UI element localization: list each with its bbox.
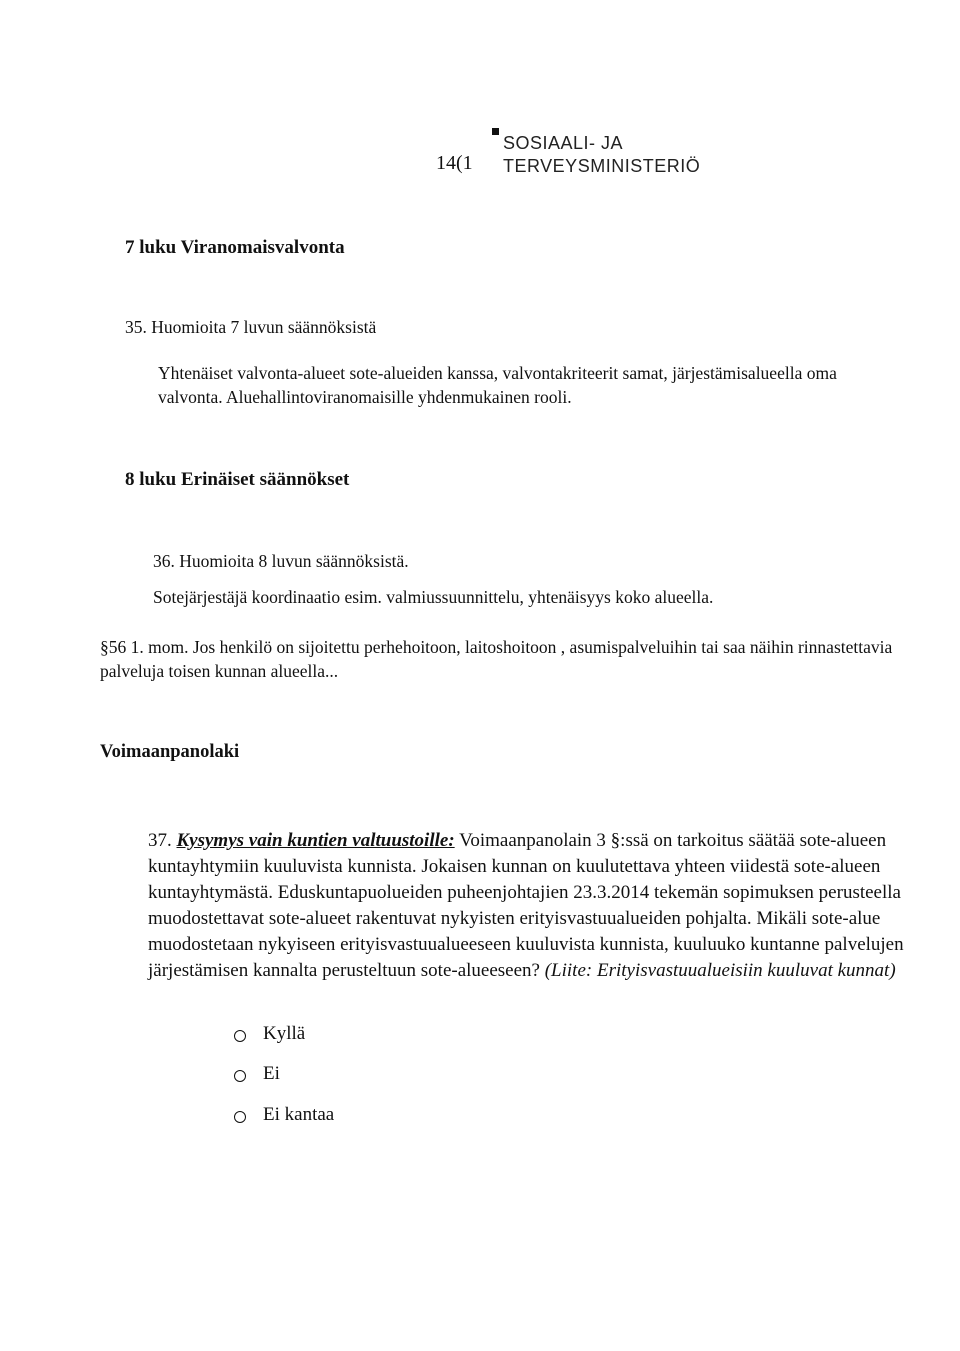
- ministry-name-line2: TERVEYSMINISTERIÖ: [503, 156, 701, 176]
- radio-circle-icon[interactable]: [234, 1070, 246, 1082]
- page-number: 14(1: [436, 152, 473, 174]
- item-35-title: 35. Huomioita 7 luvun säännöksistä: [125, 317, 377, 337]
- item-35-body: Yhtenäiset valvonta-alueet sote-alueiden kanssa, valvontakriteerit samat, järjestämisalueella oma valvonta. Aluehallintoviranomaisille yhdenmukainen rooli.: [158, 363, 837, 407]
- option-ei-kantaa[interactable]: [234, 1104, 334, 1126]
- option-kylla[interactable]: [234, 1023, 305, 1045]
- question-37-emphasis: Kysymys vain kuntien valtuustoille:: [176, 830, 455, 851]
- radio-circle-icon[interactable]: [234, 1111, 246, 1123]
- question-37: [148, 828, 908, 984]
- option-label: Ei kantaa: [263, 1104, 335, 1125]
- voimaanpanolaki-heading: Voimaanpanolaki: [100, 742, 240, 762]
- option-label: Ei: [263, 1063, 280, 1084]
- question-37-number: 37.: [148, 830, 172, 851]
- chapter-8-heading: 8 luku Erinäiset säännökset: [125, 469, 350, 490]
- item-36-body: Sotejärjestäjä koordinaatio esim. valmiussuunnittelu, yhtenäisyys koko alueella.: [153, 587, 714, 607]
- option-label: Kyllä: [263, 1023, 306, 1044]
- question-37-attachment: (Liite: Erityisvastuualueisiin kuuluvat kunnat): [544, 960, 896, 981]
- question-37-body: Voimaanpanolain 3 §:ssä on tarkoitus säätää sote-alueen kuntayhtymiin kuuluvista kunnista. Jokaisen kunnan on kuulutettava yhteen viidestä sote-alueen kuntayhtymästä. Eduskuntapuolueiden puheenjohtajien 23.3.2014 tekemän sopimuksen perusteella muodostettavat sote-alueet rakentuvat nykyisten erityisvastuualueiden pohjalta. Mikäli sote-alue muodostetaan nykyiseen erityisvastuualueeseen kuuluvista kunnista, kuuluuko kuntanne palvelujen järjestämisen kannalta perusteltuun sote-alueeseen?: [148, 830, 904, 981]
- chapter-7-heading: 7 luku Viranomaisvalvonta: [125, 237, 345, 258]
- section-56-text: §56 1. mom. Jos henkilö on sijoitettu perhehoitoon, laitoshoitoon , asumispalveluihin tai saa näihin rinnastettavia palveluja toisen kunnan alueella...: [100, 637, 893, 681]
- option-ei[interactable]: [234, 1063, 280, 1085]
- radio-circle-icon[interactable]: [234, 1030, 246, 1042]
- header-bullet: [492, 128, 499, 135]
- ministry-name-line1: SOSIAALI- JA: [503, 133, 624, 153]
- item-36-title: 36. Huomioita 8 luvun säännöksistä.: [153, 551, 409, 571]
